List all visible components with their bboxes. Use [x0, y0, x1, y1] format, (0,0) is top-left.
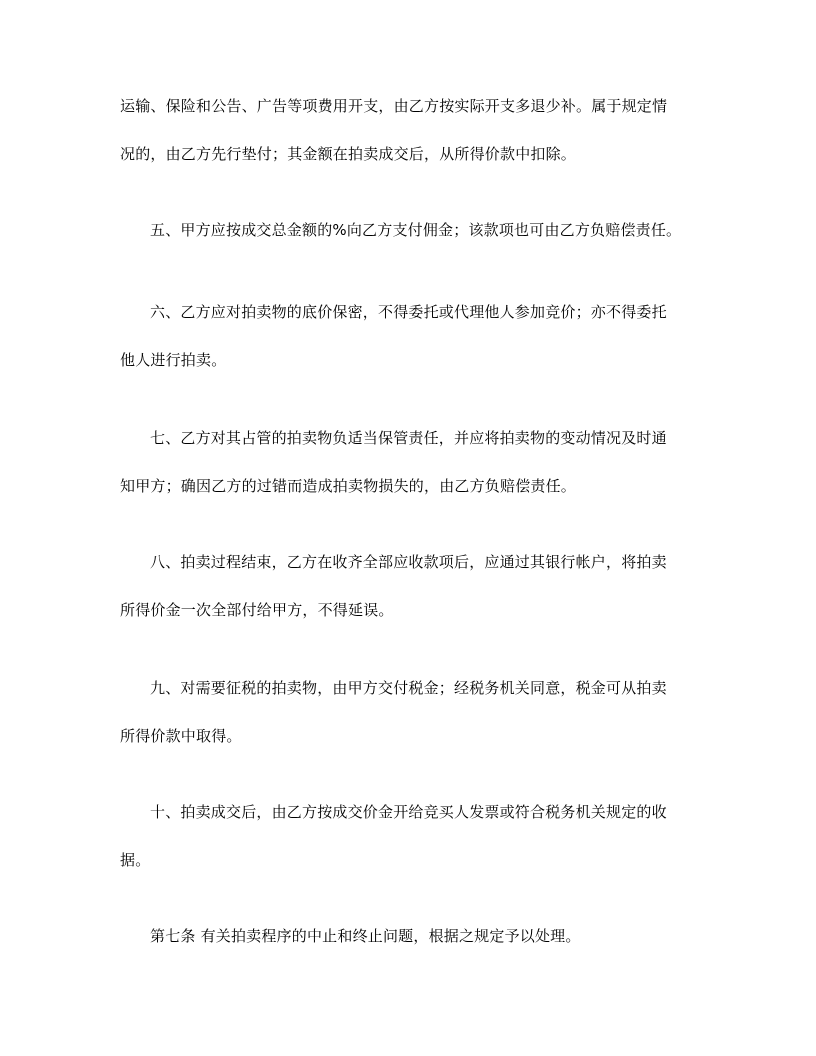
paragraph-line: 所得价金一次全部付给甲方，不得延误。 [120, 601, 394, 619]
paragraph-article-7 [120, 912, 700, 960]
paragraph-clause-6 [120, 288, 700, 384]
paragraph-line: 八、拍卖过程结束，乙方在收齐全部应收款项后，应通过其银行帐户，将拍卖 [150, 553, 667, 571]
paragraph-line: 运输、保险和公告、广告等项费用开支，由乙方按实际开支多退少补。属于规定情 [120, 97, 668, 115]
paragraph-line: 五、甲方应按成交总金额的%向乙方支付佣金；该款项也可由乙方负赔偿责任。 [150, 221, 682, 239]
paragraph-clause-10 [120, 788, 700, 884]
paragraph-clause-8 [120, 538, 700, 634]
paragraph-line: 十、拍卖成交后，由乙方按成交价金开给竞买人发票或符合税务机关规定的收 [150, 803, 667, 821]
paragraph-line: 据。 [120, 851, 151, 869]
paragraph-line: 九、对需要征税的拍卖物，由甲方交付税金；经税务机关同意，税金可从拍卖 [150, 679, 667, 697]
paragraph-clause-5 [120, 206, 700, 254]
paragraph-line: 他人进行拍卖。 [120, 351, 227, 369]
paragraph-clause-7 [120, 414, 700, 510]
paragraph-continued [120, 82, 700, 178]
paragraph-line: 知甲方；确因乙方的过错而造成拍卖物损失的，由乙方负赔偿责任。 [120, 477, 577, 495]
paragraph-line: 七、乙方对其占管的拍卖物负适当保管责任，并应将拍卖物的变动情况及时通 [150, 429, 667, 447]
paragraph-line: 六、乙方应对拍卖物的底价保密，不得委托或代理他人参加竞价；亦不得委托 [150, 303, 667, 321]
paragraph-line: 况的，由乙方先行垫付；其金额在拍卖成交后，从所得价款中扣除。 [120, 145, 577, 163]
paragraph-line: 所得价款中取得。 [120, 727, 242, 745]
paragraph-line: 第七条 有关拍卖程序的中止和终止问题，根据之规定予以处理。 [150, 927, 581, 945]
paragraph-clause-9 [120, 664, 700, 760]
